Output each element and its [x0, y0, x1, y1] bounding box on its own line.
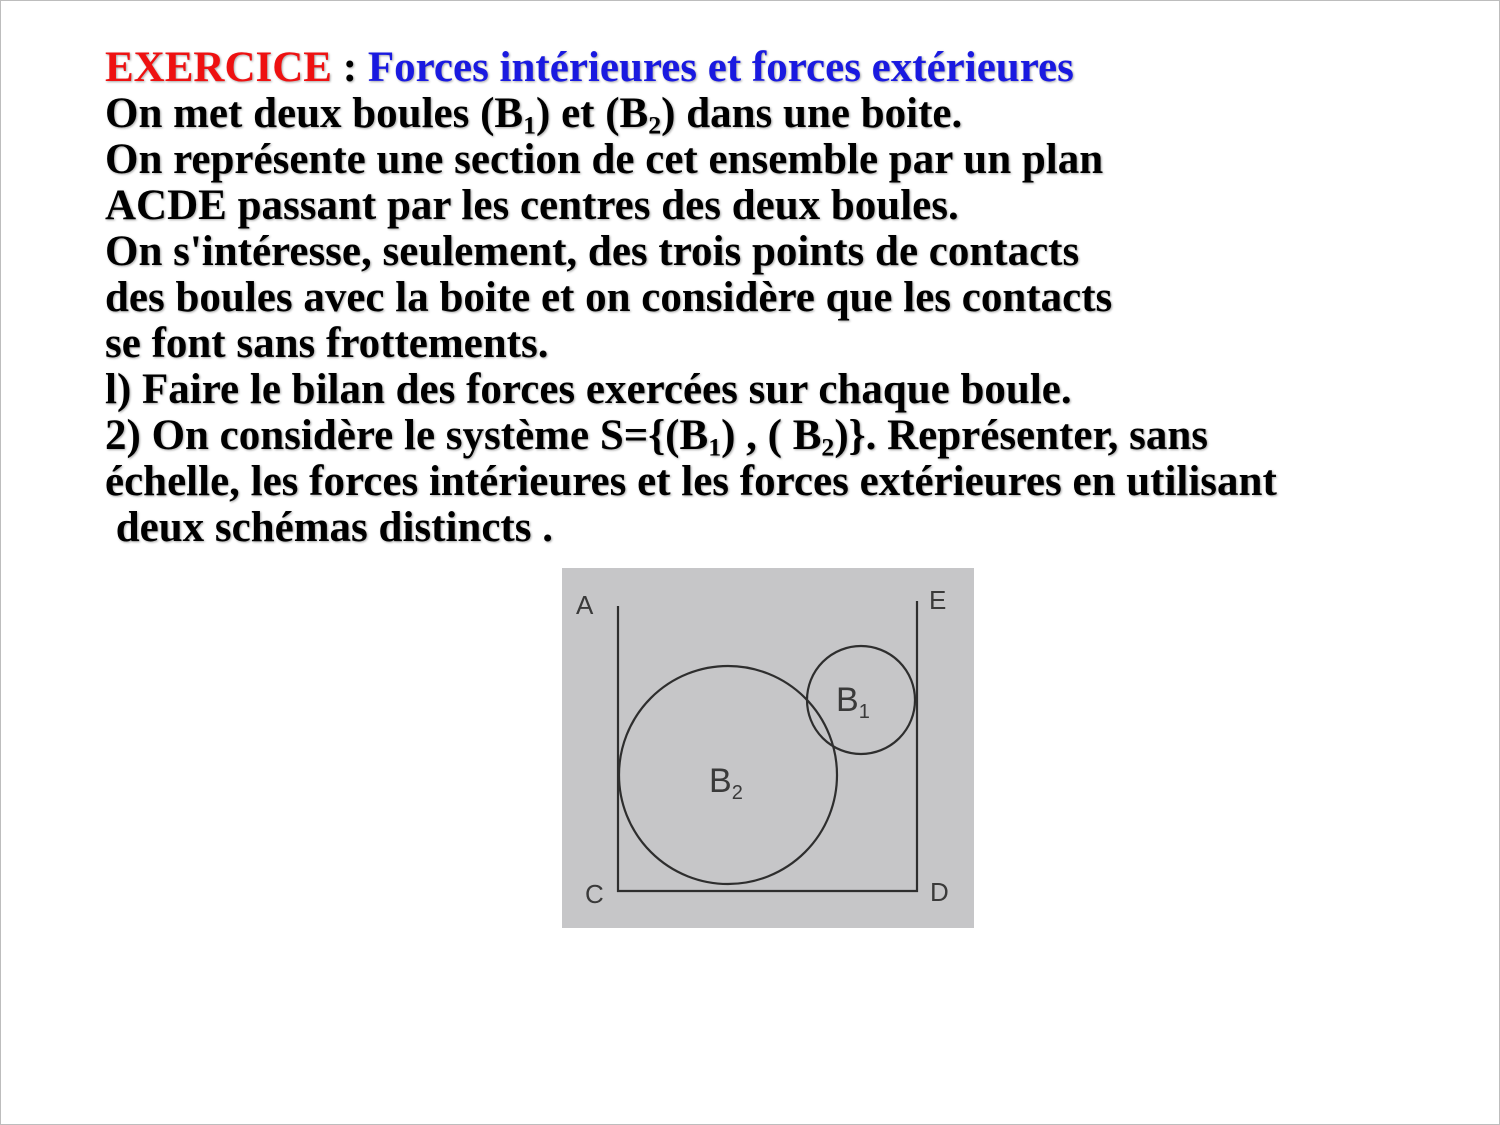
text-run: 2) On considère le système S={(B	[105, 412, 709, 459]
corner-label-e: E	[929, 585, 947, 615]
statement-line-5: des boules avec la boite et on considère que les contacts	[105, 274, 1113, 321]
ball-b2-index: 2	[731, 782, 743, 804]
box-diagram-svg	[562, 568, 974, 928]
subscript: 2	[821, 432, 835, 462]
ball-b1-letter: B	[836, 681, 859, 719]
statement-line-2: On représente une section de cet ensemble par un plan	[105, 136, 1104, 183]
ball-b1	[807, 646, 915, 754]
corner-label-d: D	[930, 877, 949, 907]
heading-separator: :	[332, 44, 368, 91]
ball-b2-letter: B	[709, 762, 732, 800]
exercise-text	[105, 45, 1485, 551]
subscript: 1	[708, 432, 722, 462]
corner-label-c: C	[585, 879, 604, 909]
text-run: ) et (B	[536, 90, 649, 137]
ball-b1-index: 1	[858, 701, 870, 723]
question-2-line-2: échelle, les forces intérieures et les forces extérieures en utilisant	[105, 458, 1277, 505]
text-run: ) , ( B	[721, 412, 822, 459]
statement-line-1	[105, 90, 1485, 140]
ball-b2-label	[709, 762, 743, 804]
question-2-line-3: deux schémas distincts .	[105, 504, 553, 551]
statement-line-3: ACDE passant par les centres des deux boules.	[105, 182, 959, 229]
exercise-heading	[105, 45, 1485, 91]
box-diagram	[562, 568, 974, 928]
subscript: 2	[648, 110, 662, 140]
question-1: l) Faire le bilan des forces exercées sur chaque boule.	[105, 366, 1072, 413]
statement-line-4: On s'intéresse, seulement, des trois points de contacts	[105, 228, 1080, 275]
text-run: ) dans une boite.	[661, 90, 963, 137]
question-2-line-1	[105, 412, 1485, 462]
text-run: )}. Représenter, sans	[834, 412, 1208, 459]
exercise-keyword: EXERCICE	[105, 44, 332, 91]
statement-line-6: se font sans frottements.	[105, 320, 549, 367]
subscript: 1	[523, 110, 537, 140]
text-run: On met deux boules (B	[105, 90, 524, 137]
exercise-subject: Forces intérieures et forces extérieures	[367, 44, 1074, 91]
corner-label-a: A	[576, 590, 594, 620]
ball-b1-label	[836, 681, 870, 723]
